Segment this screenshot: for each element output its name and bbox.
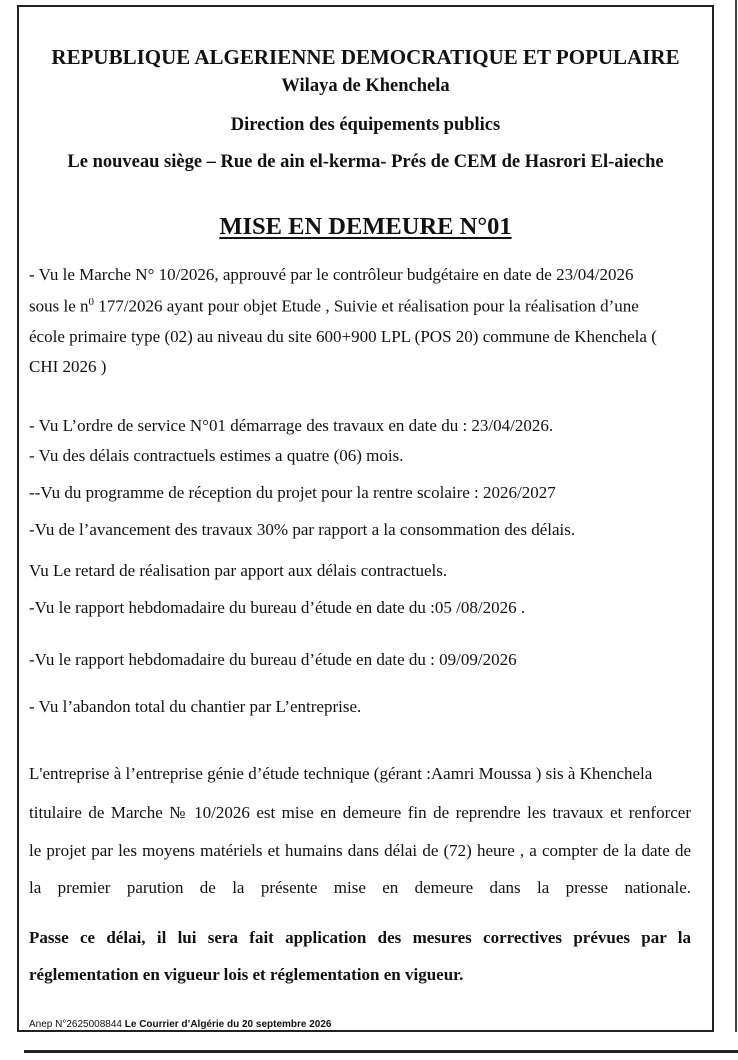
paragraph2-line3: le projet par les moyens matériels et humains dans délai de (72) heure , a compter de la date de [29,841,691,860]
paragraph1-line2-sup: 0 [88,296,94,308]
footer-anep: Anep N°2625008844 [29,1019,122,1030]
item-ordre-service: - Vu L’ordre de service N°01 démarrage des travaux en date du : 23/04/2026. [29,416,554,435]
item-retard: Vu Le retard de réalisation par apport aux délais contractuels. [29,561,448,580]
paragraph2-line4: la premier parution de la présente mise en demeure dans la presse nationale. [29,878,691,897]
header-address: Le nouveau siège – Rue de ain el-kerma- Prés de CEM de Hasrori El-aieche [67,152,664,172]
header-wilaya: Wilaya de Khenchela [281,76,450,96]
header-direction: Direction des équipements publics [230,115,501,135]
paragraph1-line4: CHI 2026 ) [29,357,107,376]
page-edge [735,0,737,1032]
footer-publication: Le Courrier d’Algérie du 20 septembre 2026 [124,1019,332,1030]
paragraph2-line1: L'entreprise à l’entreprise génie d’étude technique (gérant :Aamri Moussa ) sis à Khenchela [29,764,653,783]
paragraph2-line2: titulaire de Marche № 10/2026 est mise en demeure fin de reprendre les travaux et renforcer [29,803,691,822]
paragraph3-line2: réglementation en vigueur lois et réglementation en vigueur. [29,965,464,984]
paragraph1-line3: école primaire type (02) au niveau du site 600+900 LPL (POS 20) commune de Khenchela ( [29,327,657,346]
item-abandon: - Vu l’abandon total du chantier par L’entreprise. [29,697,362,716]
item-rapport-1: -Vu le rapport hebdomadaire du bureau d’étude en date du :05 /08/2026 . [29,598,526,617]
notice-title: MISE EN DEMEURE N°01 [219,213,512,240]
footer-credit [29,1019,332,1030]
bottom-rule [24,1050,738,1053]
paragraph1-line2-b: 177/2026 ayant pour objet Etude , Suivie et réalisation pour la réalisation d’une [94,296,639,316]
notice-title-wrap [17,213,714,241]
item-rapport-2: -Vu le rapport hebdomadaire du bureau d’étude en date du : 09/09/2026 [29,650,517,669]
item-avancement: -Vu de l’avancement des travaux 30% par rapport a la consommation des délais. [29,520,576,539]
header-republic: REPUBLIQUE ALGERIENNE DEMOCRATIQUE ET POPULAIRE [51,45,680,69]
item-programme: --Vu du programme de réception du projet pour la rentre scolaire : 2026/2027 [29,483,556,502]
paragraph1-line1: - Vu le Marche N° 10/2026, approuvé par le contrôleur budgétaire en date de 23/04/2026 [29,265,634,284]
item-delais: - Vu des délais contractuels estimes a quatre (06) mois. [29,446,404,465]
paragraph1-line2-a: sous le n [29,296,89,316]
paragraph1-line2 [29,296,691,317]
paragraph3-line1: Passe ce délai, il lui sera fait application des mesures correctives prévues par la [29,928,691,947]
